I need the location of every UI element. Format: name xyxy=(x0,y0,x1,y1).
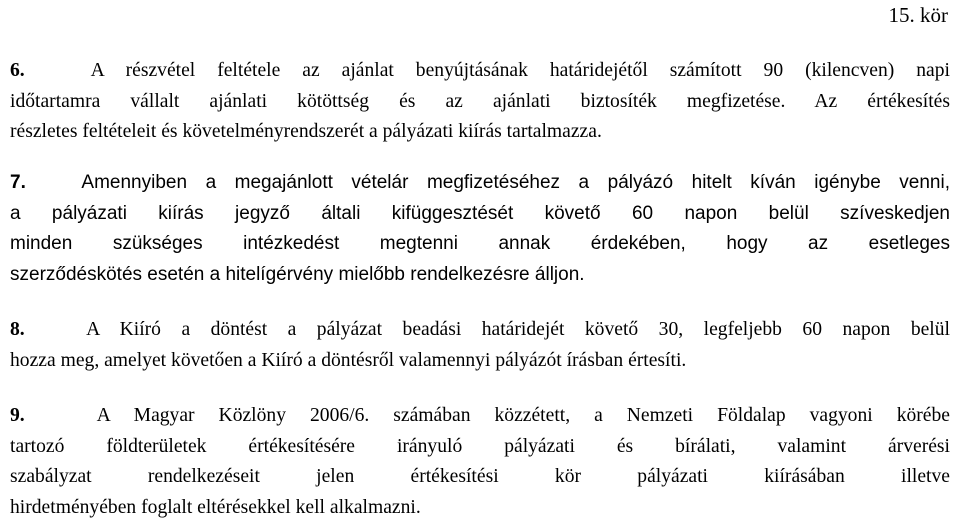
paragraph-line: szabályzat rendelkezéseit jelen értékesítési kör pályázati kiírásában illetve xyxy=(10,466,950,488)
item-number: 6. xyxy=(10,60,25,81)
paragraph-line: hozza meg, amelyet követően a Kiíró a döntésről valamennyi pályázót írásban értesíti. xyxy=(10,349,687,371)
paragraph-item-8 xyxy=(10,315,950,376)
line-text: A Magyar Közlöny 2006/6. számában közzétett, a Nemzeti Földalap vagyoni körébe xyxy=(96,405,950,426)
paragraph-line: részletes feltételeit és követelményrendszerét a pályázati kiírás tartalmazza. xyxy=(10,121,602,143)
paragraph-item-6 xyxy=(10,56,950,148)
line-text: A részvétel feltétele az ajánlat benyújtásának határidejétől számított 90 (kilencven) napi xyxy=(90,60,950,81)
paragraph-line xyxy=(10,56,950,87)
paragraph-line: hirdetményében foglalt eltérésekkel kell alkalmazni. xyxy=(10,496,421,518)
paragraph-line: minden szükséges intézkedést megtenni annak érdekében, hogy az esetleges xyxy=(10,233,950,255)
paragraph-line: tartozó földterületek értékesítésére irányuló pályázati és bírálati, valamint árverési xyxy=(10,435,950,457)
line-text: Amennyiben a megajánlott vételár megfizetéséhez a pályázó hitelt kíván igénybe venni, xyxy=(81,172,950,193)
item-number: 9. xyxy=(10,405,25,426)
paragraph-line xyxy=(10,401,950,432)
paragraph-item-7 xyxy=(10,168,950,290)
paragraph-line xyxy=(10,315,950,346)
item-number: 8. xyxy=(10,319,25,340)
paragraph-line: időtartamra vállalt ajánlati kötöttség és az ajánlati biztosíték megfizetése. Az értékesítés xyxy=(10,90,950,112)
page-number: 15. kör xyxy=(888,3,948,27)
paragraph-line: szerződéskötés esetén a hitelígérvény mielőbb rendelkezésre álljon. xyxy=(10,263,585,285)
paragraph-line xyxy=(10,168,950,199)
paragraph-item-9 xyxy=(10,401,950,523)
item-number: 7. xyxy=(10,172,26,193)
paragraph-line: a pályázati kiírás jegyző általi kifüggesztését követő 60 napon belül szíveskedjen xyxy=(10,202,950,224)
line-text: A Kiíró a döntést a pályázat beadási határidejét követő 30, legfeljebb 60 napon belül xyxy=(86,319,950,340)
